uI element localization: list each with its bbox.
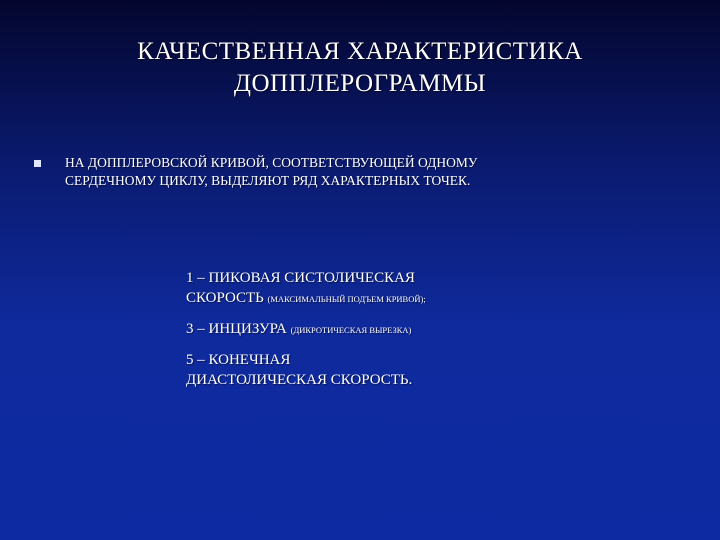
- point-peak-systolic: [186, 268, 546, 309]
- point-1-note: (МАКСИМАЛЬНЫЙ ПОДЪЕМ КРИВОЙ);: [267, 294, 426, 304]
- bullet-line-1: НА ДОППЛЕРОВСКОЙ КРИВОЙ, СООТВЕТСТВУЮЩЕЙ ОДНОМУ: [65, 155, 478, 170]
- point-5-line-2: ДИАСТОЛИЧЕСКАЯ СКОРОСТЬ.: [186, 372, 413, 388]
- bullet-line-2: СЕРДЕЧНОМУ ЦИКЛУ, ВЫДЕЛЯЮТ РЯД ХАРАКТЕРНЫХ ТОЧЕК.: [65, 173, 471, 188]
- point-1-line-2: [186, 288, 546, 309]
- slide-title: [0, 36, 720, 100]
- point-1-line-1: 1 – ПИКОВАЯ СИСТОЛИЧЕСКАЯ: [186, 270, 415, 286]
- points-list: [186, 268, 546, 400]
- point-3-note: (ДИКРОТИЧЕСКАЯ ВЫРЕЗКА): [290, 325, 412, 335]
- point-3-line: [186, 319, 546, 340]
- bullet-item: [34, 154, 674, 190]
- title-line-1: КАЧЕСТВЕННАЯ ХАРАКТЕРИСТИКА: [137, 38, 583, 65]
- point-1-main: СКОРОСТЬ: [186, 290, 268, 306]
- point-5-line-1: 5 – КОНЕЧНАЯ: [186, 352, 291, 368]
- point-incisura: [186, 319, 546, 340]
- square-bullet-icon: [34, 160, 41, 167]
- title-line-2: ДОППЛЕРОГРАММЫ: [233, 70, 487, 97]
- point-end-diastolic: [186, 350, 546, 390]
- bullet-text: [65, 154, 674, 190]
- point-3-main: 3 – ИНЦИЗУРА: [186, 321, 291, 337]
